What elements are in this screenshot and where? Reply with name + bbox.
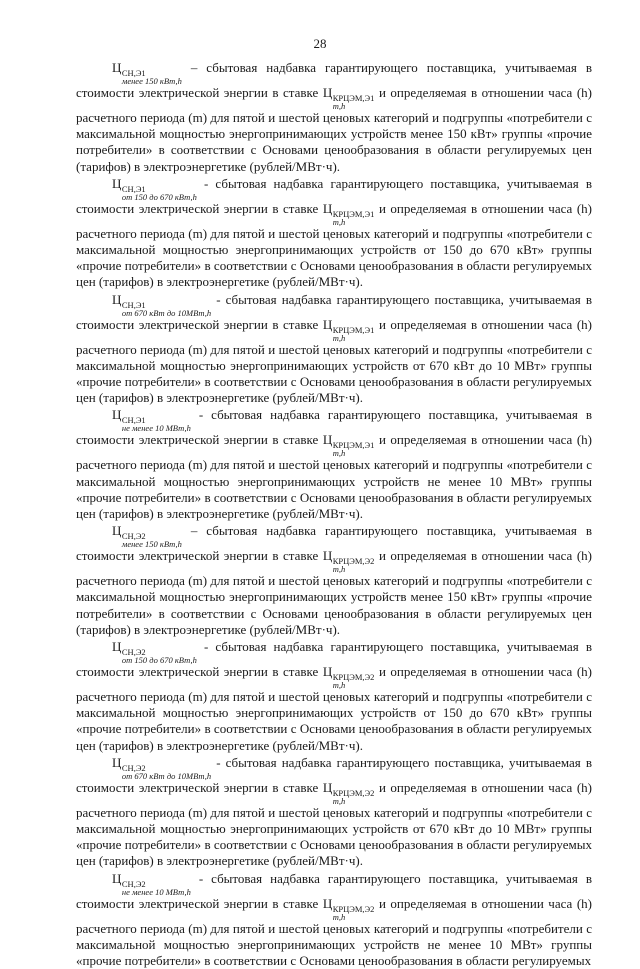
tariff-symbol	[112, 754, 212, 781]
definition-text-part-1: сбытовая надбавка гарантирующего поставщика, учитываемая в стоимости электрической энергии в ставке	[76, 60, 593, 100]
symbol-base: Ц	[112, 407, 122, 423]
symbol-superscript: СН,Э2	[121, 647, 146, 658]
definition-text-part-2: и определяемая в отношении часа (h) расчетного периода (m) для пятой и шестой ценовых категорий и подгруппы «потребители с максимальной мощностью энергопринимающих устройств от 150 до 670 кВт» группы «прочие потребители» в соответствии с Основами ценообразования в области регулируемых цен (тарифов) в электроэнергетике (рублей/МВт·ч).	[76, 664, 592, 753]
symbol-subscript: не менее 10 МВт,h	[121, 423, 191, 434]
definition-text-part-1: сбытовая надбавка гарантирующего поставщика, учитываемая в стоимости электрической энергии в ставке	[76, 639, 592, 680]
definition-dash: -	[190, 407, 212, 423]
price-symbol-base: Ц	[322, 200, 333, 216]
definition-text-part-2: и определяемая в отношении часа (h) расчетного периода (m) для пятой и шестой ценовых категорий и подгруппы «потребители с максимальной мощностью энергопринимающих устройств от 670 кВт до 10 МВт» группы «прочие потребители» в соответствии с Основами ценообразования в области регулируемых цен (тарифов) в электроэнергетике (рублей/МВт·ч).	[76, 316, 592, 406]
price-symbol-superscript: КРЦЭМ,Э2	[332, 787, 375, 798]
price-symbol-base: Ц	[322, 779, 333, 795]
definition-text-part-2: и определяемая в отношении часа (h) расчетного периода (m) для пятой и шестой ценовых категорий и подгруппы «потребители с максимальной мощностью энергопринимающих устройств не менее 10 МВт» группы «прочие потребители» в соответствии с Основами ценообразования в области регулируемых цен (тарифов) в электроэнергетике (рублей/МВт·ч).	[76, 432, 592, 522]
definition-paragraph	[76, 292, 592, 407]
symbol-subscript: от 150 до 670 кВт,h	[121, 191, 197, 202]
symbol-base: Ц	[112, 870, 122, 886]
definition-text-part-2: и определяемая в отношении часа (h) расчетного периода (m) для пятой и шестой ценовых категорий и подгруппы «потребители с максимальной мощностью энергопринимающих устройств от 670 кВт до 10 МВт» группы «прочие потребители» в соответствии с Основами ценообразования в области регулируемых цен (тарифов) в электроэнергетике (рублей/МВт·ч).	[76, 779, 592, 869]
price-symbol-subscript: m,h	[332, 564, 346, 575]
price-symbol-superscript: КРЦЭМ,Э1	[332, 93, 375, 103]
price-symbol	[322, 779, 375, 806]
definition-text-part-1: сбытовая надбавка гарантирующего поставщика, учитываемая в стоимости электрической энергии в ставке	[76, 175, 592, 216]
symbol-superscript: СН,Э2	[121, 878, 146, 889]
price-symbol-subscript: m,h	[332, 332, 346, 343]
definition-dash: -	[196, 175, 216, 191]
page-number: 28	[313, 36, 327, 51]
definition-paragraph	[76, 60, 592, 175]
price-symbol	[322, 85, 375, 111]
definition-paragraph	[76, 871, 592, 969]
price-symbol-base: Ц	[322, 664, 333, 680]
price-symbol-subscript: m,h	[332, 448, 346, 459]
symbol-base: Ц	[112, 523, 122, 539]
price-symbol-superscript: КРЦЭМ,Э2	[332, 903, 375, 914]
symbol-subscript: менее 150 кВт,h	[121, 76, 182, 86]
price-symbol	[322, 316, 375, 343]
price-symbol-subscript: m,h	[332, 101, 346, 111]
definition-paragraph	[76, 523, 592, 638]
definition-dash: -	[196, 639, 216, 655]
price-symbol-subscript: m,h	[332, 795, 346, 806]
definition-paragraph	[76, 176, 592, 291]
symbol-subscript: от 670 кВт до 10МВт,h	[121, 770, 212, 781]
price-symbol-base: Ц	[322, 895, 333, 911]
price-symbol	[322, 895, 375, 922]
price-symbol-superscript: КРЦЭМ,Э1	[332, 440, 375, 451]
symbol-superscript: СН,Э1	[121, 415, 146, 426]
definition-text-part-2: и определяемая в отношении часа (h) расчетного периода (m) для пятой и шестой ценовых категорий и подгруппы «потребители с максимальной мощностью энергопринимающих устройств менее 150 кВт» группы «прочие потребители» в соответствии с Основами ценообразования в области регулируемых цен (тарифов) в электроэнергетике (рублей/МВт·ч).	[76, 548, 592, 637]
definition-dash: -	[211, 754, 226, 770]
symbol-subscript: от 670 кВт до 10МВт,h	[121, 307, 212, 318]
definition-dash: –	[181, 523, 207, 539]
symbol-superscript: СН,Э2	[121, 762, 146, 773]
price-symbol-base: Ц	[322, 432, 333, 448]
price-symbol-subscript: m,h	[332, 680, 346, 691]
symbol-superscript: СН,Э1	[121, 68, 146, 78]
symbol-subscript: менее 150 кВт,h	[121, 539, 182, 550]
symbol-base: Ц	[112, 291, 122, 307]
tariff-symbol	[112, 639, 197, 666]
price-symbol-subscript: m,h	[332, 911, 346, 922]
symbol-base: Ц	[112, 60, 122, 75]
definition-dash: -	[211, 291, 226, 307]
price-symbol-base: Ц	[322, 548, 333, 564]
symbol-superscript: СН,Э1	[121, 183, 146, 194]
symbol-base: Ц	[112, 175, 122, 191]
symbol-base: Ц	[112, 639, 122, 655]
price-symbol-superscript: КРЦЭМ,Э1	[332, 324, 375, 335]
price-symbol	[322, 548, 375, 575]
definition-text-part-1: сбытовая надбавка гарантирующего поставщика, учитываемая в стоимости электрической энергии в ставке	[76, 754, 592, 795]
symbol-superscript: СН,Э2	[121, 531, 146, 542]
definition-paragraph	[76, 639, 592, 754]
price-symbol-superscript: КРЦЭМ,Э2	[332, 556, 375, 567]
definition-text-part-2: и определяемая в отношении часа (h) расчетного периода (m) для пятой и шестой ценовых категорий и подгруппы «потребители с максимальной мощностью энергопринимающих устройств не менее 10 МВт» группы «прочие потребители» в соответствии с Основами ценообразования в области регулируемых	[76, 895, 592, 969]
definition-text-part-1: сбытовая надбавка гарантирующего поставщика, учитываемая в стоимости электрической энергии в ставке	[76, 870, 592, 911]
symbol-subscript: от 150 до 670 кВт,h	[121, 655, 197, 666]
price-symbol-base: Ц	[322, 85, 333, 100]
tariff-symbol	[112, 407, 191, 434]
symbol-subscript: не менее 10 МВт,h	[121, 886, 191, 897]
price-symbol-superscript: КРЦЭМ,Э2	[332, 672, 375, 683]
price-symbol-superscript: КРЦЭМ,Э1	[332, 208, 375, 219]
definition-dash: –	[181, 60, 207, 75]
tariff-symbol	[112, 60, 182, 86]
definition-text-part-1: сбытовая надбавка гарантирующего поставщика, учитываемая в стоимости электрической энергии в ставке	[76, 291, 592, 332]
document-body	[76, 60, 592, 969]
definition-text-part-2: и определяемая в отношении часа (h) расчетного периода (m) для пятой и шестой ценовых категорий и подгруппы «потребители с максимальной мощностью энергопринимающих устройств от 150 до 670 кВт» группы «прочие потребители» в соответствии с Основами ценообразования в области регулируемых цен (тарифов) в электроэнергетике (рублей/МВт·ч).	[76, 200, 592, 290]
price-symbol	[322, 432, 375, 459]
definition-paragraph	[76, 755, 592, 870]
definition-text-part-1: сбытовая надбавка гарантирующего поставщика, учитываемая в стоимости электрической энергии в ставке	[76, 407, 592, 448]
price-symbol-base: Ц	[322, 316, 333, 332]
definition-dash: -	[190, 870, 212, 886]
definition-text-part-1: сбытовая надбавка гарантирующего поставщика, учитываемая в стоимости электрической энергии в ставке	[76, 523, 593, 564]
price-symbol	[322, 664, 375, 691]
tariff-symbol	[112, 175, 197, 202]
tariff-symbol	[112, 523, 182, 550]
price-symbol	[322, 200, 375, 227]
tariff-symbol	[112, 870, 191, 897]
price-symbol-subscript: m,h	[332, 216, 346, 227]
symbol-base: Ц	[112, 754, 122, 770]
definition-paragraph	[76, 407, 592, 522]
symbol-superscript: СН,Э1	[121, 299, 146, 310]
tariff-symbol	[112, 291, 212, 318]
definition-text-part-2: и определяемая в отношении часа (h) расчетного периода (m) для пятой и шестой ценовых категорий и подгруппы «потребители с максимальной мощностью энергопринимающих устройств менее 150 кВт» группы «прочие потребители» в соответствии с Основами ценообразования в области регулируемых цен (тарифов) в электроэнергетике (рублей/МВт·ч).	[76, 85, 592, 174]
